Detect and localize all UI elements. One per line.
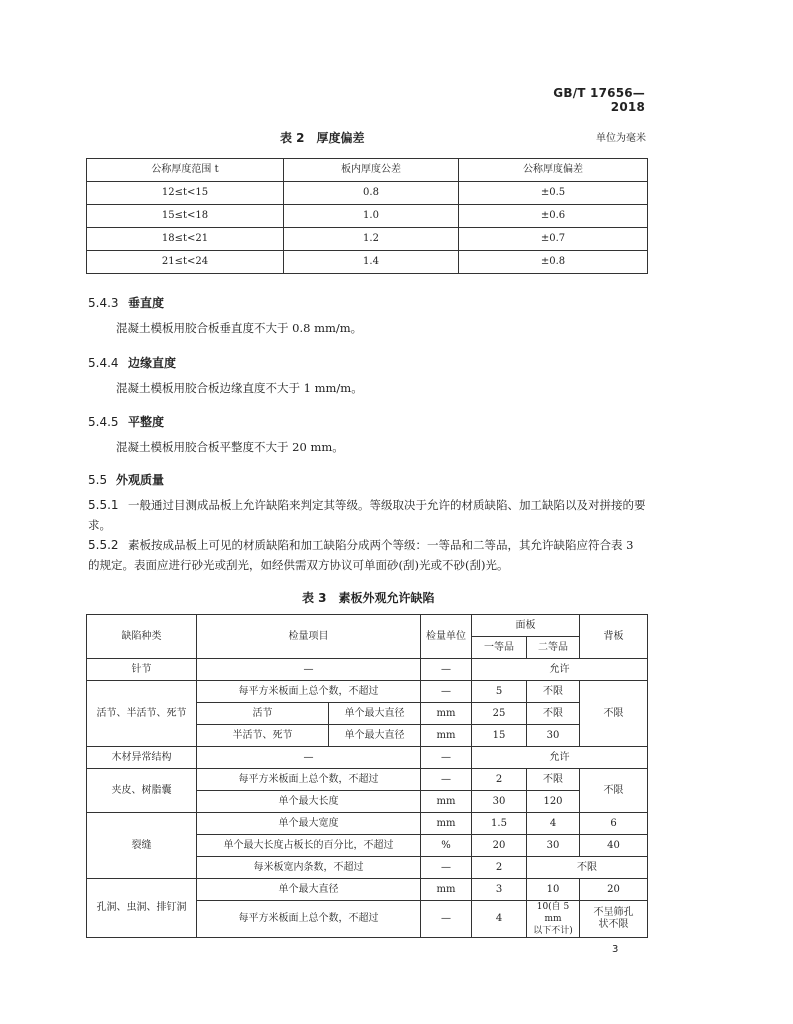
table-cell: 4 (472, 901, 527, 938)
table-cell: 1.4 (284, 251, 459, 274)
section-title: 外观质量 (116, 473, 165, 487)
table-row (87, 182, 648, 205)
clause-text: 素板按成品板上可见的材质缺陷和加工缺陷分成两个等级：一等品和二等品，其允许缺陷应符合表 3 的规定。表面应进行砂光或刮光，如经供需双方协议可单面砂(刮)光或不砂(刮)光。 (88, 538, 634, 572)
standard-code: GB/T 17656—2018 (553, 86, 645, 114)
table2-title: 表 2 厚度偏差 (280, 131, 365, 145)
table-cell: 裂缝 (87, 813, 197, 879)
section-heading-5-5 (88, 471, 164, 488)
table-cell (580, 901, 648, 938)
column-header: 背板 (580, 615, 648, 659)
thickness-deviation-table (86, 158, 648, 274)
table-cell: 3 (472, 879, 527, 901)
section-heading-5-4-5 (88, 413, 164, 430)
table-cell: 18≤t<21 (87, 228, 284, 251)
table-row (87, 879, 648, 901)
table-cell: 1.5 (472, 813, 527, 835)
table-cell: 每平方米板面上总个数，不超过 (197, 769, 421, 791)
table-cell: ±0.7 (459, 228, 648, 251)
table-cell: 允许 (472, 747, 648, 769)
table-cell: 单个最大直径 (329, 725, 421, 747)
column-header: 面板 (472, 615, 580, 637)
table-cell: 0.8 (284, 182, 459, 205)
cell-line: 不呈筛孔 (593, 907, 634, 918)
table-cell: 25 (472, 703, 527, 725)
cell-line: 以下不计) (533, 926, 573, 936)
table-cell: 木材异常结构 (87, 747, 197, 769)
table-cell: mm (421, 813, 472, 835)
table-header-row (87, 615, 648, 637)
table-cell: 40 (580, 835, 648, 857)
table-cell: — (421, 901, 472, 938)
table-cell: 21≤t<24 (87, 251, 284, 274)
section-number: 5.5 (88, 473, 108, 487)
table3-title: 表 3 素板外观允许缺陷 (302, 591, 435, 605)
table-cell: 不限 (527, 681, 580, 703)
table-cell: mm (421, 879, 472, 901)
table-cell: 1.2 (284, 228, 459, 251)
table-cell: 夹皮、树脂囊 (87, 769, 197, 813)
column-header: 公称厚度范围 t (87, 159, 284, 182)
table-cell: 20 (472, 835, 527, 857)
table-row (87, 659, 648, 681)
table-cell: 单个最大长度占板长的百分比，不超过 (197, 835, 421, 857)
section-title: 边缘直度 (128, 356, 177, 370)
table-cell: — (421, 857, 472, 879)
table-cell: 2 (472, 857, 527, 879)
column-header: 二等品 (527, 637, 580, 659)
clause-text: 一般通过目测成品板上允许缺陷来判定其等级。等级取决于允许的材质缺陷、加工缺陷以及对拼接的要求。 (88, 498, 646, 532)
table-cell: 15≤t<18 (87, 205, 284, 228)
table-cell: 活节、半活节、死节 (87, 681, 197, 747)
table-cell: 4 (527, 813, 580, 835)
table-cell: 单个最大直径 (329, 703, 421, 725)
table-row (87, 681, 648, 703)
table-row (87, 205, 648, 228)
table-cell: ±0.5 (459, 182, 648, 205)
table-cell: 不限 (580, 681, 648, 747)
table-cell: 针节 (87, 659, 197, 681)
table2-unit: 单位为毫米 (596, 133, 646, 144)
table-cell: — (421, 769, 472, 791)
page-number: 3 (612, 944, 619, 955)
table-cell: % (421, 835, 472, 857)
table-cell: 每平方米板面上总个数，不超过 (197, 901, 421, 938)
table-cell: 不限 (527, 703, 580, 725)
column-header: 板内厚度公差 (284, 159, 459, 182)
table-row (87, 251, 648, 274)
table-row (87, 228, 648, 251)
clause-number: 5.5.2 (88, 538, 119, 552)
section-title: 平整度 (128, 415, 165, 429)
table-cell: mm (421, 703, 472, 725)
paragraph-5-5-1 (88, 495, 648, 535)
column-header: 一等品 (472, 637, 527, 659)
table-cell: 不限 (527, 857, 648, 879)
table-cell: 不限 (527, 769, 580, 791)
table-cell: 每米板宽内条数，不超过 (197, 857, 421, 879)
table-row (87, 813, 648, 835)
table-cell: 120 (527, 791, 580, 813)
table-cell: 12≤t<15 (87, 182, 284, 205)
cell-line: 状不限 (598, 919, 629, 930)
table-cell: — (421, 747, 472, 769)
table-cell: 每平方米板面上总个数，不超过 (197, 681, 421, 703)
table-cell: — (421, 681, 472, 703)
table-cell: 半活节、死节 (197, 725, 329, 747)
column-header: 缺陷种类 (87, 615, 197, 659)
table-cell: 单个最大宽度 (197, 813, 421, 835)
column-header: 检量项目 (197, 615, 421, 659)
section-title: 垂直度 (128, 296, 165, 310)
table-cell: 孔洞、虫洞、排钉洞 (87, 879, 197, 938)
table-cell: ±0.8 (459, 251, 648, 274)
table-cell: 允许 (472, 659, 648, 681)
section-number: 5.4.5 (88, 415, 119, 429)
table-cell: 30 (527, 725, 580, 747)
table-cell (527, 901, 580, 938)
table-cell: 30 (472, 791, 527, 813)
table-cell: 10 (527, 879, 580, 901)
table-cell: 6 (580, 813, 648, 835)
table-cell: 单个最大长度 (197, 791, 421, 813)
paragraph-5-4-4: 混凝土模板用胶合板边缘直度不大于 1 mm/m。 (116, 381, 363, 395)
table-cell: 30 (527, 835, 580, 857)
paragraph-5-4-3: 混凝土模板用胶合板垂直度不大于 0.8 mm/m。 (116, 321, 363, 335)
section-number: 5.4.3 (88, 296, 119, 310)
table-cell: 2 (472, 769, 527, 791)
section-heading-5-4-4 (88, 354, 176, 371)
section-number: 5.4.4 (88, 356, 119, 370)
table-cell: 单个最大直径 (197, 879, 421, 901)
table-cell: — (197, 747, 421, 769)
column-header: 公称厚度偏差 (459, 159, 648, 182)
table-row (87, 769, 648, 791)
cell-line: 10(自 5 mm (536, 902, 570, 924)
table-cell: mm (421, 725, 472, 747)
clause-number: 5.5.1 (88, 498, 119, 512)
column-header: 检量单位 (421, 615, 472, 659)
table-cell: — (197, 659, 421, 681)
table-cell: mm (421, 791, 472, 813)
table-cell: ±0.6 (459, 205, 648, 228)
section-heading-5-4-3 (88, 294, 164, 311)
table-cell: 1.0 (284, 205, 459, 228)
table-cell: 15 (472, 725, 527, 747)
table-cell: 20 (580, 879, 648, 901)
table-row (87, 747, 648, 769)
table-cell: 5 (472, 681, 527, 703)
table-cell: 活节 (197, 703, 329, 725)
table-header-row (87, 159, 648, 182)
table-cell: 不限 (580, 769, 648, 813)
appearance-defects-table (86, 614, 648, 938)
paragraph-5-4-5: 混凝土模板用胶合板平整度不大于 20 mm。 (116, 440, 344, 454)
table-cell: — (421, 659, 472, 681)
paragraph-5-5-2 (88, 535, 648, 575)
